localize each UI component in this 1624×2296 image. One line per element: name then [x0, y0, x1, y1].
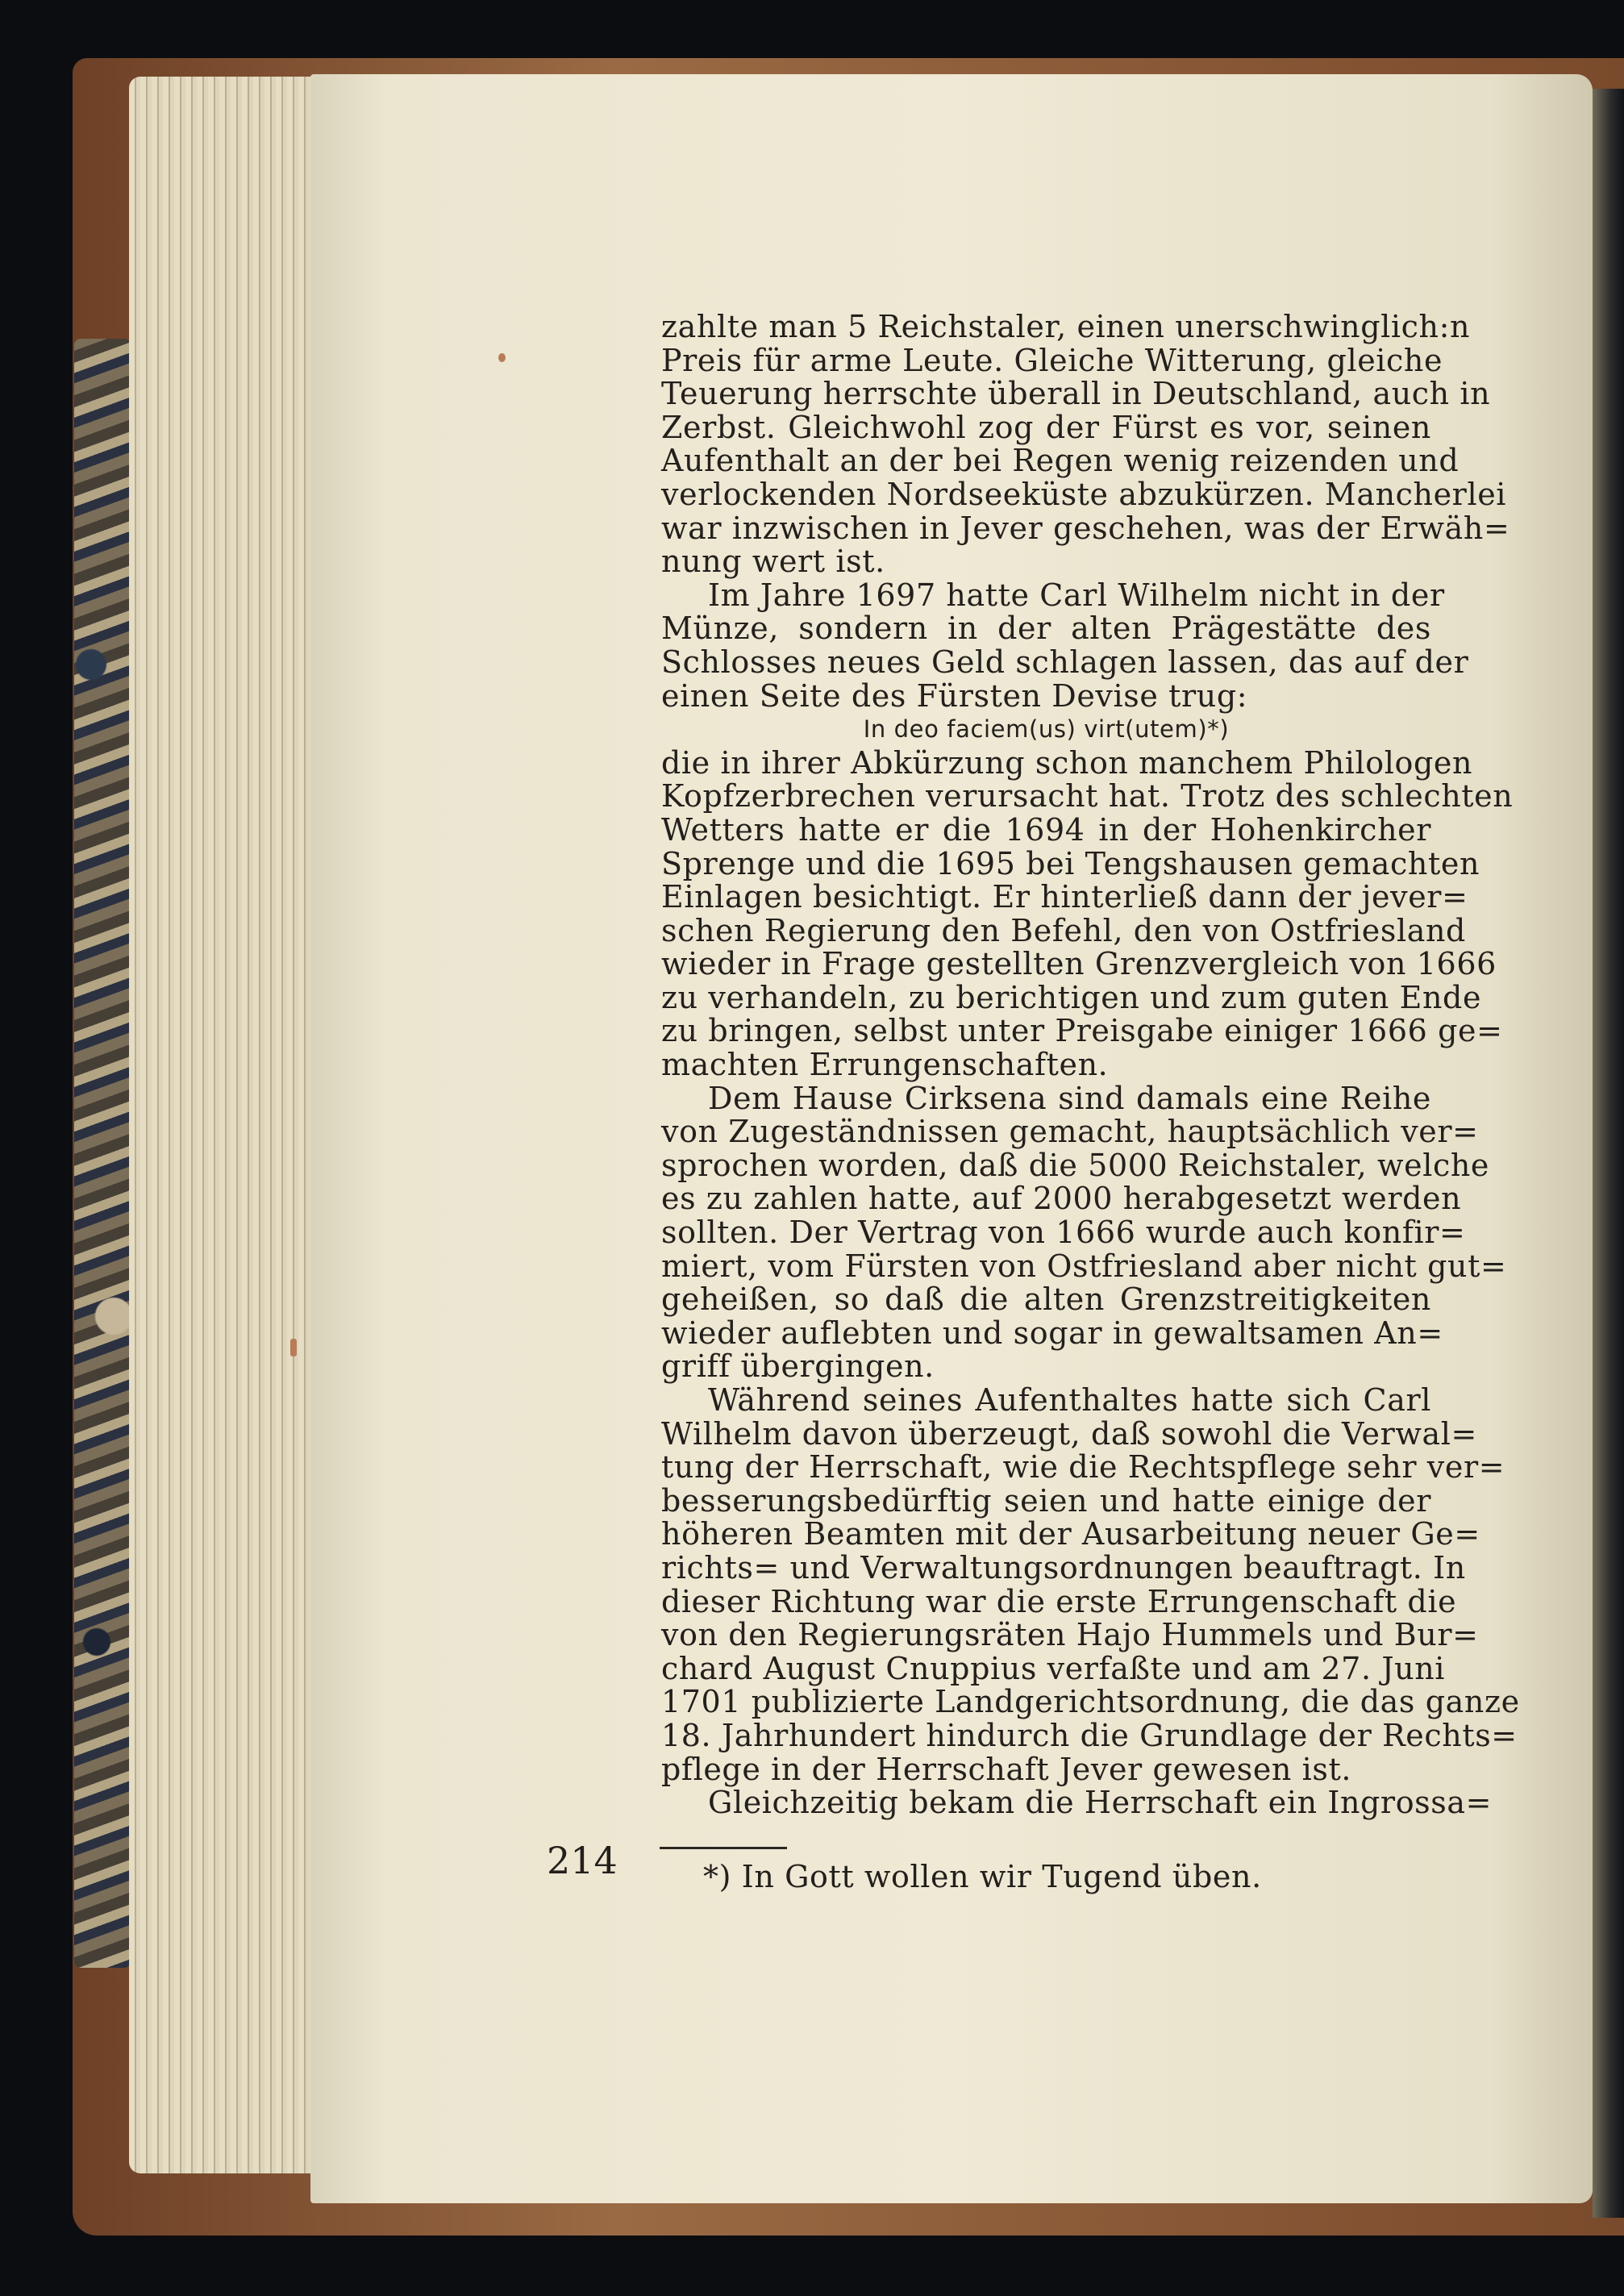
body-text [661, 309, 1520, 1821]
latin-motto: In deo faciem(us) virt(utem)*) [863, 715, 1230, 744]
text-line: wieder auflebten und sogar in gewaltsamen An= [661, 1315, 1443, 1351]
text-line: pflege in der Herrschaft Jever gewesen ist. [661, 1751, 1352, 1787]
text-line: zu bringen, selbst unter Preisgabe einiger 1666 ge= [661, 1013, 1503, 1049]
paper-speck [498, 353, 506, 362]
text-line: Während seines Aufenthaltes hatte sich Carl [708, 1382, 1431, 1418]
page-edges [129, 77, 327, 2173]
text-line: Münze, sondern in der alten Prägestätte des [661, 610, 1431, 647]
text-line: sollten. Der Vertrag von 1666 wurde auch konfir= [661, 1215, 1466, 1251]
page-gutter-shadow [1593, 89, 1624, 2218]
text-line: griff übergingen. [661, 1348, 935, 1385]
text-line: verlockenden Nordseeküste abzukürzen. Mancherlei [661, 476, 1507, 512]
text-line: Kopfzerbrechen verursacht hat. Trotz des schlechten [661, 778, 1514, 815]
text-line: höheren Beamten mit der Ausarbeitung neuer Ge= [661, 1516, 1480, 1552]
text-line: Preis für arme Leute. Gleiche Witterung, gleiche [661, 342, 1443, 378]
text-line: richts= und Verwaltungsordnungen beauftragt. In [661, 1549, 1466, 1586]
text-line: war inzwischen in Jever geschehen, was der Erwäh= [661, 510, 1510, 546]
text-line: chard August Cnuppius verfaßte und am 27. Juni [661, 1650, 1446, 1686]
text-line: nung wert ist. [661, 544, 885, 580]
text-line: Sprenge und die 1695 bei Tengshausen gemachten [661, 845, 1480, 881]
text-line: Aufenthalt an der bei Regen wenig reizenden und [661, 443, 1460, 479]
text-line: Dem Hause Cirksena sind damals eine Reihe [708, 1080, 1431, 1116]
text-line: dieser Richtung war die erste Errungenschaft die [661, 1583, 1457, 1619]
text-line: tung der Herrschaft, wie die Rechtspflege sehr ver= [661, 1449, 1505, 1486]
marbled-edge [74, 339, 131, 1968]
text-line: miert, vom Fürsten von Ostfriesland aber nicht gut= [661, 1248, 1507, 1284]
text-line: besserungsbedürftig seien und hatte einige der [661, 1482, 1431, 1519]
page-number: 214 [547, 1839, 618, 1882]
text-line: geheißen, so daß die alten Grenzstreitigkeiten [661, 1281, 1431, 1318]
text-line: Zerbst. Gleichwohl zog der Fürst es vor, seinen [661, 409, 1431, 445]
footnote: *) In Gott wollen wir Tugend üben. [703, 1859, 1262, 1894]
text-line: 18. Jahrhundert hindurch die Grundlage der Rechts= [661, 1717, 1518, 1753]
text-line: einen Seite des Fürsten Devise trug: [661, 677, 1248, 714]
text-line: es zu zahlen hatte, auf 2000 herabgesetzt werden [661, 1181, 1462, 1217]
text-line: Schlosses neues Geld schlagen lassen, das auf der [661, 644, 1469, 680]
text-line: die in ihrer Abkürzung schon manchem Philologen [661, 744, 1473, 781]
text-line: 1701 publizierte Landgerichtsordnung, die das ganze [661, 1684, 1520, 1720]
footnote-divider [660, 1847, 787, 1849]
text-line: Im Jahre 1697 hatte Carl Wilhelm nicht in der [708, 577, 1445, 613]
text-line: schen Regierung den Befehl, den von Ostfriesland [661, 912, 1466, 948]
text-line: Einlagen besichtigt. Er hinterließ dann der jever= [661, 879, 1468, 915]
text-line: von Zugeständnissen gemacht, hauptsächlich ver= [661, 1114, 1479, 1150]
text-line: zahlte man 5 Reichstaler, einen unerschwinglich:n [661, 309, 1471, 344]
text-line: machten Errungenschaften. [661, 1047, 1109, 1083]
text-line: Gleichzeitig bekam die Herrschaft ein Ingrossa= [708, 1785, 1493, 1821]
paper-speck [290, 1339, 297, 1356]
text-line: wieder in Frage gestellten Grenzvergleich von 1666 [661, 946, 1497, 982]
text-line: Wilhelm davon überzeugt, daß sowohl die Verwal= [661, 1415, 1477, 1452]
text-line: von den Regierungsräten Hajo Hummels und Bur= [661, 1617, 1479, 1653]
text-line: Wetters hatte er die 1694 in der Hohenkircher [661, 811, 1431, 848]
text-line: zu verhandeln, zu berichtigen und zum guten Ende [661, 979, 1482, 1015]
text-line: sprochen worden, daß die 5000 Reichstaler, welche [661, 1147, 1489, 1183]
text-line: Teuerung herrschte überall in Deutschland, auch in [661, 376, 1491, 412]
